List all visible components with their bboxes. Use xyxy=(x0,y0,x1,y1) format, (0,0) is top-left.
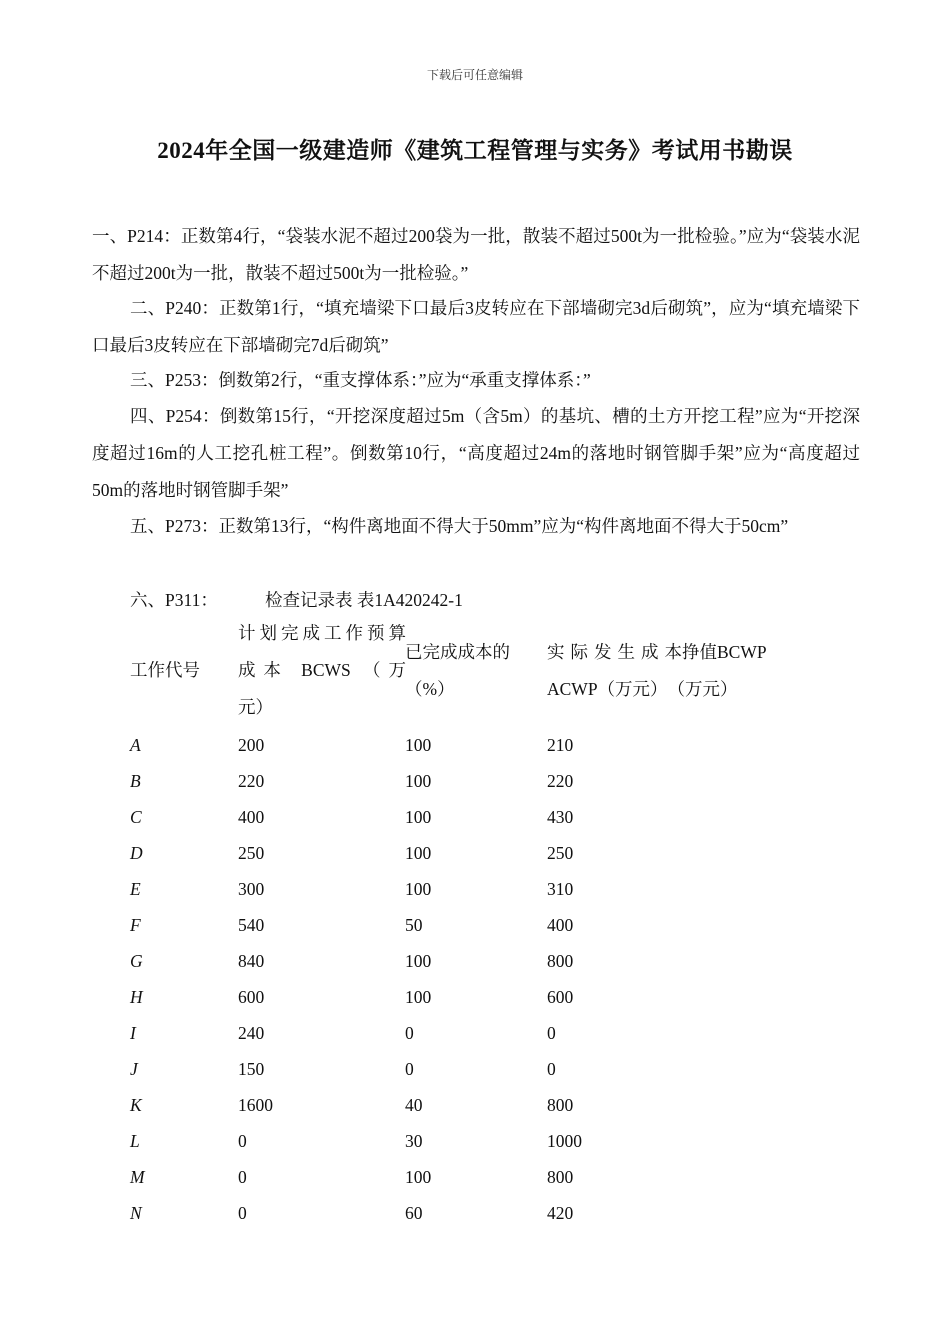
cell-acwp: 420 xyxy=(547,1203,574,1223)
table-row xyxy=(0,1159,950,1195)
erratum-paragraph-5: 五、P273：正数第13行，“构件离地面不得大于50mm”应为“构件离地面不得大于50cm” xyxy=(130,516,789,536)
header-acwp-line2: ACWP（万元） （万元） xyxy=(547,679,738,699)
erratum-paragraph-2: 二、P240：正数第1行，“填充墙梁下口最后3皮转应在下部墙砌完3d后砌筑”，应为“填充墙梁下口最后3皮转应在下部墙砌完7d后砌筑” xyxy=(92,298,860,355)
cell-code: C xyxy=(130,807,142,827)
cell-code: L xyxy=(130,1131,140,1151)
table-row xyxy=(0,1123,950,1159)
cell-pct: 100 xyxy=(405,879,432,899)
cell-code: H xyxy=(130,987,143,1007)
cell-pct: 40 xyxy=(405,1095,423,1115)
cell-bcws: 600 xyxy=(238,987,265,1007)
erratum-paragraph-1: 一、P214：正数第4行，“袋装水泥不超过200袋为一批，散装不超过500t为一批检验。”应为“袋装水泥不超过200t为一批，散装不超过500t为一批检验。” xyxy=(92,226,860,283)
cell-acwp: 430 xyxy=(547,807,574,827)
cell-code: I xyxy=(130,1023,136,1043)
cell-bcws: 200 xyxy=(238,735,265,755)
cell-bcws: 150 xyxy=(238,1059,265,1079)
cell-bcws: 0 xyxy=(238,1203,247,1223)
cell-pct: 100 xyxy=(405,807,432,827)
cell-acwp: 800 xyxy=(547,951,574,971)
cell-bcws: 0 xyxy=(238,1131,247,1151)
header-acwp-line1-rest: 本挣值BCWP xyxy=(664,642,767,662)
table-row xyxy=(0,1051,950,1087)
header-acwp-line1 xyxy=(547,634,807,671)
cell-code: D xyxy=(130,843,143,863)
cell-acwp: 800 xyxy=(547,1167,574,1187)
cell-bcws: 250 xyxy=(238,843,265,863)
cell-code: M xyxy=(130,1167,145,1187)
table-row xyxy=(0,835,950,871)
cell-pct: 100 xyxy=(405,843,432,863)
cell-pct: 60 xyxy=(405,1203,423,1223)
cell-bcws: 300 xyxy=(238,879,265,899)
cell-pct: 100 xyxy=(405,735,432,755)
cell-pct: 100 xyxy=(405,1167,432,1187)
header-acwp-line1-spaced: 实际发生成 xyxy=(547,642,665,662)
cell-acwp: 210 xyxy=(547,735,574,755)
cell-code: E xyxy=(130,879,141,899)
header-pct-line1: 已完成成本的 xyxy=(405,642,510,662)
cell-code: G xyxy=(130,951,143,971)
cell-acwp: 1000 xyxy=(547,1131,582,1151)
cell-pct: 100 xyxy=(405,951,432,971)
cell-acwp: 220 xyxy=(547,771,574,791)
header-acwp xyxy=(547,634,807,708)
table-row xyxy=(0,799,950,835)
erratum-paragraph-6-label: 六、P311： xyxy=(130,590,218,610)
cell-code: K xyxy=(130,1095,142,1115)
header-pct xyxy=(405,634,530,708)
cell-acwp: 0 xyxy=(547,1023,556,1043)
erratum-paragraph-4: 四、P254：倒数第15行，“开挖深度超过5m（含5m）的基坑、槽的土方开挖工程”应为“开挖深度超过16m的人工挖孔桩工程”。倒数第10行，“高度超过24m的落地时钢管脚手架”应为“高度超过50m的落地时钢管脚手架” xyxy=(92,406,860,500)
cell-acwp: 0 xyxy=(547,1059,556,1079)
cell-acwp: 250 xyxy=(547,843,574,863)
header-note: 下载后可任意编辑 xyxy=(426,68,523,82)
cell-code: F xyxy=(130,915,141,935)
header-bcws-line1: 计划完成工作预算 xyxy=(238,623,406,643)
table-row xyxy=(0,1087,950,1123)
header-bcws-line3: 元） xyxy=(238,697,273,717)
cell-pct: 0 xyxy=(405,1059,414,1079)
cell-bcws: 0 xyxy=(238,1167,247,1187)
table-row xyxy=(0,871,950,907)
table-row xyxy=(0,943,950,979)
table-row xyxy=(0,1195,950,1231)
cell-bcws: 400 xyxy=(238,807,265,827)
cell-pct: 50 xyxy=(405,915,423,935)
cell-bcws: 220 xyxy=(238,771,265,791)
cell-bcws: 240 xyxy=(238,1023,265,1043)
cell-pct: 100 xyxy=(405,771,432,791)
cell-code: J xyxy=(130,1059,138,1079)
cell-acwp: 400 xyxy=(547,915,574,935)
table-row xyxy=(0,727,950,763)
cell-pct: 30 xyxy=(405,1131,423,1151)
cell-acwp: 800 xyxy=(547,1095,574,1115)
cell-bcws: 540 xyxy=(238,915,265,935)
table-row xyxy=(0,979,950,1015)
cell-code: B xyxy=(130,771,141,791)
cell-bcws: 840 xyxy=(238,951,265,971)
cell-pct: 0 xyxy=(405,1023,414,1043)
cell-code: A xyxy=(130,735,141,755)
cell-pct: 100 xyxy=(405,987,432,1007)
header-pct-line2: （%） xyxy=(405,679,455,699)
table-row xyxy=(0,907,950,943)
page-title: 2024年全国一级建造师《建筑工程管理与实务》考试用书勘误 xyxy=(157,138,793,163)
cell-acwp: 310 xyxy=(547,879,574,899)
table-row xyxy=(0,763,950,799)
header-code: 工作代号 xyxy=(130,660,200,680)
cell-code: N xyxy=(130,1203,142,1223)
table-caption: 检查记录表 表1A420242-1 xyxy=(265,590,463,610)
table-row xyxy=(0,1015,950,1051)
header-bcws xyxy=(238,615,406,726)
header-bcws-line2: 成本 BCWS （万 xyxy=(238,660,406,680)
cell-bcws: 1600 xyxy=(238,1095,273,1115)
cell-acwp: 600 xyxy=(547,987,574,1007)
erratum-paragraph-3: 三、P253：倒数第2行，“重支撑体系：”应为“承重支撑体系：” xyxy=(130,370,591,390)
